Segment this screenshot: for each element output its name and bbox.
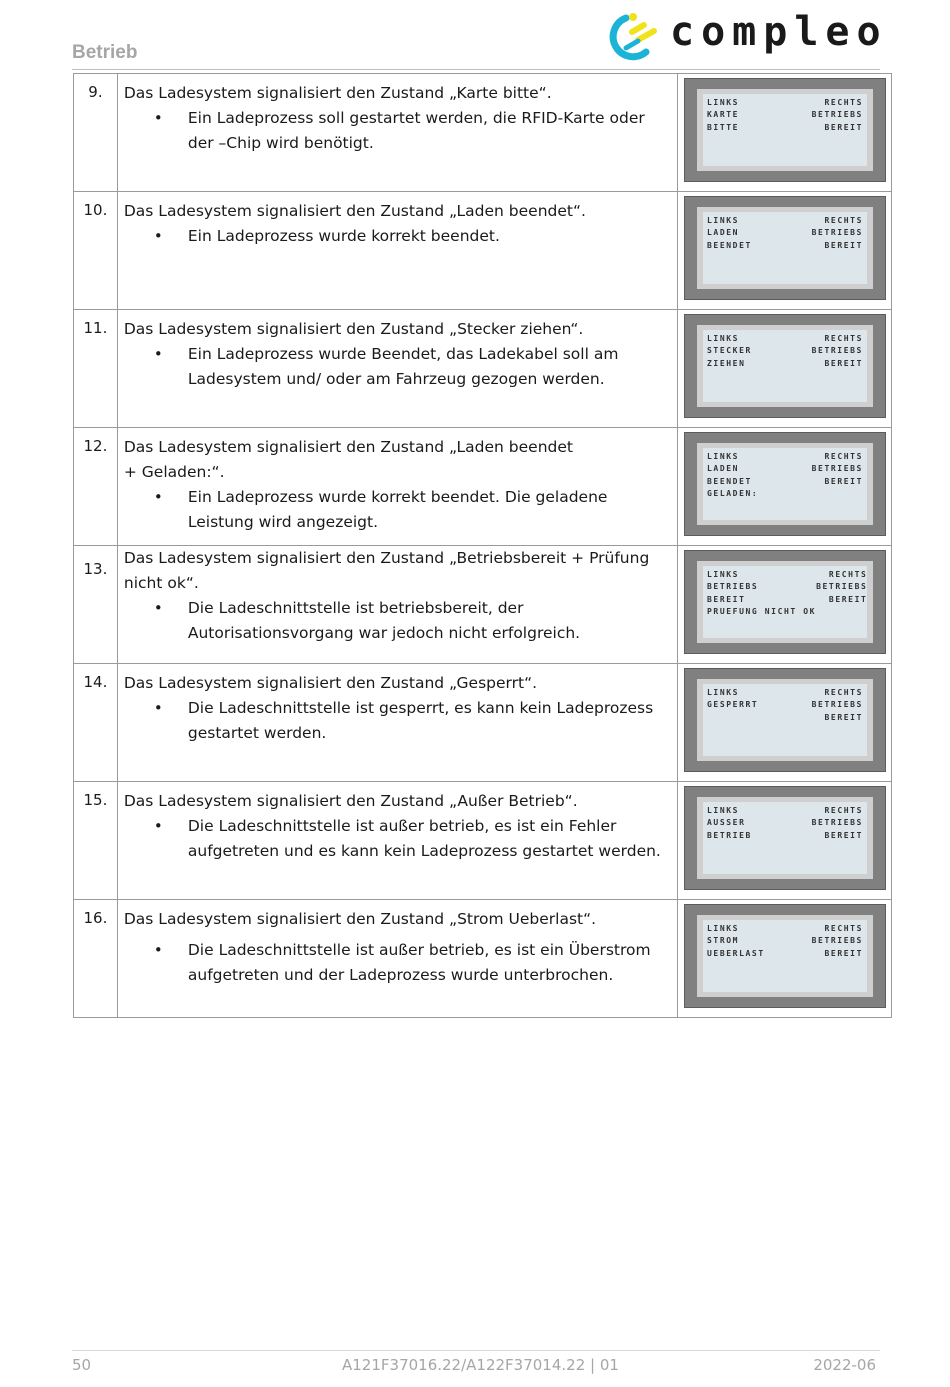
lcd-bezel (697, 561, 873, 643)
display-illustration-cell (677, 192, 891, 310)
page-number: 50 (72, 1356, 92, 1374)
table-row (74, 782, 892, 900)
step-description (117, 664, 677, 782)
table-row (74, 74, 892, 192)
lcd-line: BEREIT (824, 712, 863, 722)
lcd-line: LINKS (706, 452, 740, 461)
state-explanation: Ein Ladeprozess wurde Beendet, das Ladekabel soll am Ladesystem und/ oder am Fahrzeug gezogen werden. (187, 345, 619, 388)
lcd-line: BEREIT (824, 948, 863, 958)
lcd-line: KARTE (706, 110, 740, 120)
lcd-screen (703, 802, 867, 874)
lcd-bezel (697, 89, 873, 171)
list-item (124, 224, 671, 249)
lcd-line: RECHTS (824, 334, 863, 343)
footer-divider (72, 1350, 880, 1351)
lcd-screen (703, 920, 867, 992)
lcd-line: LADEN (706, 228, 740, 238)
lcd-line: GESPERRT (706, 700, 759, 710)
lcd-column-left (707, 923, 765, 989)
lcd-line: LINKS (706, 334, 740, 343)
state-explanation: Die Ladeschnittstelle ist außer betrieb, es ist ein Überstrom aufgetreten und der Ladeprozess wurde unterbrochen. (187, 941, 651, 984)
lcd-bezel (697, 325, 873, 407)
lcd-line: LADEN (706, 464, 740, 474)
lcd-display (684, 78, 886, 182)
lcd-display (684, 668, 886, 772)
lcd-line: BETRIEBS (811, 110, 863, 120)
lcd-line: BEREIT (824, 240, 863, 250)
lcd-column-right (812, 805, 863, 871)
lcd-column-left (707, 333, 752, 399)
table-row (74, 664, 892, 782)
lcd-line: BETRIEB (706, 830, 752, 840)
lcd-display (684, 432, 886, 536)
lcd-column-right (812, 687, 863, 753)
state-heading: Das Ladesystem signalisiert den Zustand „Laden beendet (123, 438, 573, 456)
lcd-line: RECHTS (824, 452, 863, 461)
lcd-column-right (812, 923, 863, 989)
lcd-line: BEREIT (828, 594, 868, 604)
lcd-line: BEENDET (706, 240, 752, 250)
lcd-line: BEREIT (824, 476, 863, 486)
bullet-icon: • (153, 488, 163, 506)
step-number: 13. (74, 546, 118, 664)
lcd-line: BITTE (706, 122, 740, 132)
state-heading: Das Ladesystem signalisiert den Zustand „Laden beendet“. (123, 202, 586, 220)
list-item (124, 696, 671, 746)
step-number: 12. (74, 428, 118, 546)
lcd-line: UEBERLAST (706, 948, 765, 958)
list-item (124, 342, 671, 392)
lcd-column-right (812, 215, 863, 281)
lcd-line: BEREIT (824, 830, 863, 840)
step-description (117, 782, 677, 900)
display-illustration-cell (677, 782, 891, 900)
state-heading: Das Ladesystem signalisiert den Zustand „Gesperrt“. (123, 674, 538, 692)
lcd-bezel (697, 207, 873, 289)
state-heading: Das Ladesystem signalisiert den Zustand „Außer Betrieb“. (123, 792, 578, 810)
charging-states-table (73, 73, 892, 1018)
lcd-line: BEREIT (824, 122, 863, 132)
state-heading-continued: + Geladen:“. (123, 463, 225, 481)
lcd-display (684, 314, 886, 418)
lcd-line: PRUEFUNG NICHT OK (706, 607, 817, 617)
lcd-line: BEREIT (706, 594, 746, 604)
lcd-screen (703, 684, 867, 756)
state-heading: Das Ladesystem signalisiert den Zustand „Karte bitte“. (123, 84, 552, 102)
lcd-bezel (697, 679, 873, 761)
lcd-display (684, 904, 886, 1008)
lcd-bezel (697, 443, 873, 525)
lcd-line: BEENDET (706, 476, 752, 486)
state-explanation: Ein Ladeprozess wurde korrekt beendet. Die geladene Leistung wird angezeigt. (187, 488, 608, 531)
lcd-line: BEREIT (824, 358, 863, 368)
header-divider (72, 69, 880, 70)
logo-wordmark: compleo (670, 9, 888, 55)
section-title: Betrieb (72, 42, 138, 63)
lcd-line: ZIEHEN (706, 358, 746, 368)
lcd-line: LINKS (706, 570, 740, 579)
step-description (117, 546, 677, 664)
step-description (117, 310, 677, 428)
document-id: A121F37016.22/A122F37014.22 | 01 (342, 1356, 619, 1374)
lcd-line: GELADEN: (706, 489, 759, 499)
lcd-line: RECHTS (828, 570, 868, 579)
lcd-line: AUSSER (706, 818, 746, 828)
compleo-logo-icon (604, 8, 664, 62)
list-item (124, 485, 671, 535)
display-illustration-cell (677, 664, 891, 782)
bullet-icon: • (153, 941, 163, 959)
lcd-line: BETRIEBS (811, 818, 863, 828)
lcd-line: LINKS (706, 688, 740, 697)
state-heading: Das Ladesystem signalisiert den Zustand „Betriebsbereit + Prüfung nicht ok“. (123, 549, 650, 592)
lcd-line: STROM (706, 936, 740, 946)
lcd-column-left (707, 687, 758, 753)
state-explanation: Ein Ladeprozess soll gestartet werden, die RFID-Karte oder der –Chip wird benötigt. (187, 109, 645, 152)
lcd-display (684, 196, 886, 300)
step-description (117, 192, 677, 310)
lcd-display (684, 550, 886, 654)
lcd-bezel (697, 797, 873, 879)
lcd-column-right (812, 451, 863, 517)
display-illustration-cell (677, 546, 891, 664)
lcd-line: LINKS (706, 98, 740, 107)
lcd-column-left (707, 451, 758, 517)
step-description (117, 428, 677, 546)
lcd-screen (703, 94, 867, 166)
lcd-bezel (697, 915, 873, 997)
compleo-logo (604, 8, 888, 62)
step-number: 14. (74, 664, 118, 782)
step-number: 15. (74, 782, 118, 900)
lcd-screen (703, 566, 867, 638)
lcd-screen (703, 330, 867, 402)
lcd-screen (703, 448, 867, 520)
step-number: 9. (74, 74, 118, 192)
lcd-line: BETRIEBS (706, 582, 759, 592)
step-number: 16. (74, 900, 118, 1018)
lcd-column-right (816, 569, 867, 635)
lcd-line: LINKS (706, 216, 740, 225)
bullet-icon: • (153, 699, 163, 717)
lcd-column-left (707, 215, 752, 281)
state-heading: Das Ladesystem signalisiert den Zustand „Stecker ziehen“. (123, 320, 584, 338)
lcd-line: RECHTS (824, 924, 863, 933)
lcd-line: BETRIEBS (816, 582, 868, 592)
lcd-line: RECHTS (824, 216, 863, 225)
state-explanation: Die Ladeschnittstelle ist gesperrt, es kann kein Ladeprozess gestartet werden. (187, 699, 654, 742)
lcd-column-right (812, 97, 863, 163)
lcd-column-left (707, 569, 816, 635)
bullet-icon: • (153, 599, 163, 617)
bullet-icon: • (153, 345, 163, 363)
lcd-line: STECKER (706, 346, 752, 356)
state-explanation: Ein Ladeprozess wurde korrekt beendet. (187, 227, 500, 245)
state-heading: Das Ladesystem signalisiert den Zustand „Strom Ueberlast“. (123, 910, 597, 928)
step-description (117, 74, 677, 192)
lcd-screen (703, 212, 867, 284)
lcd-line: LINKS (706, 806, 740, 815)
lcd-line: BETRIEBS (811, 228, 863, 238)
display-illustration-cell (677, 900, 891, 1018)
lcd-line: BETRIEBS (811, 464, 863, 474)
list-item (124, 814, 671, 864)
display-illustration-cell (677, 310, 891, 428)
lcd-line: RECHTS (824, 806, 863, 815)
step-description (117, 900, 677, 1018)
lcd-column-right (812, 333, 863, 399)
lcd-column-left (707, 97, 739, 163)
list-item (124, 596, 671, 646)
state-explanation: Die Ladeschnittstelle ist betriebsbereit, der Autorisationsvorgang war jedoch nicht erfolgreich. (187, 599, 581, 642)
step-number: 11. (74, 310, 118, 428)
lcd-line: BETRIEBS (811, 700, 863, 710)
lcd-line: LINKS (706, 924, 740, 933)
table-row (74, 310, 892, 428)
table-row (74, 546, 892, 664)
table-row (74, 428, 892, 546)
document-date: 2022-06 (813, 1356, 876, 1374)
lcd-line: RECHTS (824, 688, 863, 697)
bullet-icon: • (153, 817, 163, 835)
list-item (124, 938, 671, 988)
lcd-line: BETRIEBS (811, 936, 863, 946)
lcd-display (684, 786, 886, 890)
list-item (124, 106, 671, 156)
step-number: 10. (74, 192, 118, 310)
bullet-icon: • (153, 109, 163, 127)
table-row (74, 900, 892, 1018)
lcd-line: RECHTS (824, 98, 863, 107)
display-illustration-cell (677, 74, 891, 192)
state-explanation: Die Ladeschnittstelle ist außer betrieb, es ist ein Fehler aufgetreten und es kann kein Ladeprozess gestartet werden. (187, 817, 661, 860)
lcd-column-left (707, 805, 752, 871)
bullet-icon: • (153, 227, 163, 245)
lcd-line: BETRIEBS (811, 346, 863, 356)
display-illustration-cell (677, 428, 891, 546)
table-row (74, 192, 892, 310)
